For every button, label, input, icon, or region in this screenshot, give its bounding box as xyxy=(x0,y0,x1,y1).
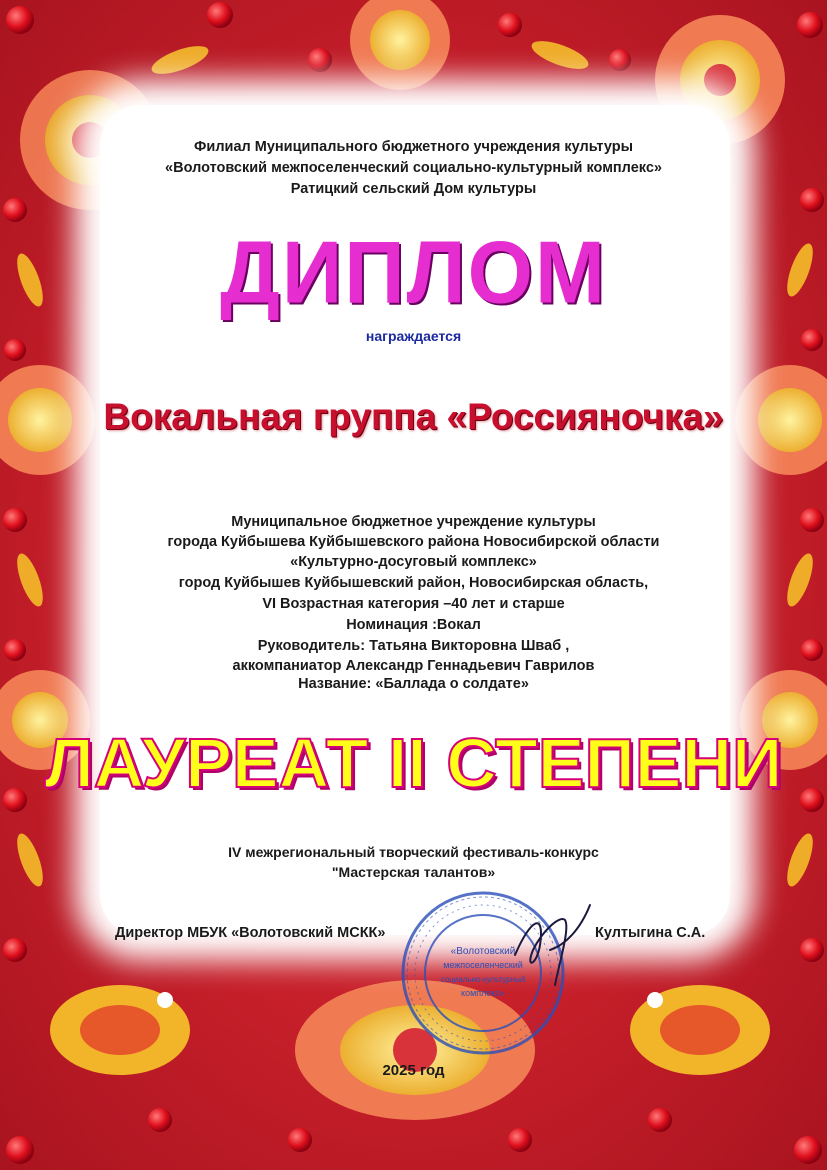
header-line-3: Ратицкий сельский Дом культуры xyxy=(290,181,537,197)
detail-line-9: Название: «Баллада о солдате» xyxy=(298,676,529,692)
stamp-center-line-1: «Волотовский xyxy=(450,946,516,957)
laureate-degree: ЛАУРЕАТ II СТЕПЕНИ xyxy=(44,724,783,802)
detail-line-2: города Куйбышева Куйбышевского района Новосибирской области xyxy=(167,534,660,550)
festival-line-2: "Мастерская талантов» xyxy=(331,864,496,880)
stamp-center-line-4: комплекс» xyxy=(461,988,505,998)
detail-line-6: Номинация :Вокал xyxy=(346,617,481,633)
recipient-name: Вокальная группа «Россияночка» xyxy=(103,396,724,437)
stamp-center-line-2: межпоселенческий xyxy=(443,960,523,970)
director-position: Директор МБУК «Волотовский МСКК» xyxy=(115,925,386,941)
year-label: 2025 год xyxy=(382,1062,445,1079)
handwritten-signature xyxy=(505,900,595,1000)
detail-line-3: «Культурно-досуговый комплекс» xyxy=(290,554,537,570)
awarded-label: награждается xyxy=(365,328,462,344)
flower-top-center xyxy=(350,0,450,90)
detail-line-8: аккомпаниатор Александр Геннадьевич Гаврилов xyxy=(232,658,595,674)
detail-line-5: VI Возрастная категория –40 лет и старше xyxy=(262,596,565,612)
header-line-2: «Волотовский межпоселенческий социально-культурный комплекс» xyxy=(165,160,662,176)
festival-line-1: IV межрегиональный творческий фестиваль-конкурс xyxy=(228,844,599,860)
detail-line-7: Руководитель: Татьяна Викторовна Шваб , xyxy=(257,638,570,654)
diploma-title: ДИПЛОМ xyxy=(220,222,607,322)
detail-line-1: Муниципальное бюджетное учреждение культуры xyxy=(231,514,596,530)
header-line-1: Филиал Муниципального бюджетного учреждения культуры xyxy=(194,139,633,155)
detail-line-4: город Куйбышев Куйбышевский район, Новосибирская область, xyxy=(178,575,649,591)
stamp-center-line-3: социально-культурный xyxy=(440,975,526,984)
director-name: Култыгина С.А. xyxy=(595,925,706,941)
